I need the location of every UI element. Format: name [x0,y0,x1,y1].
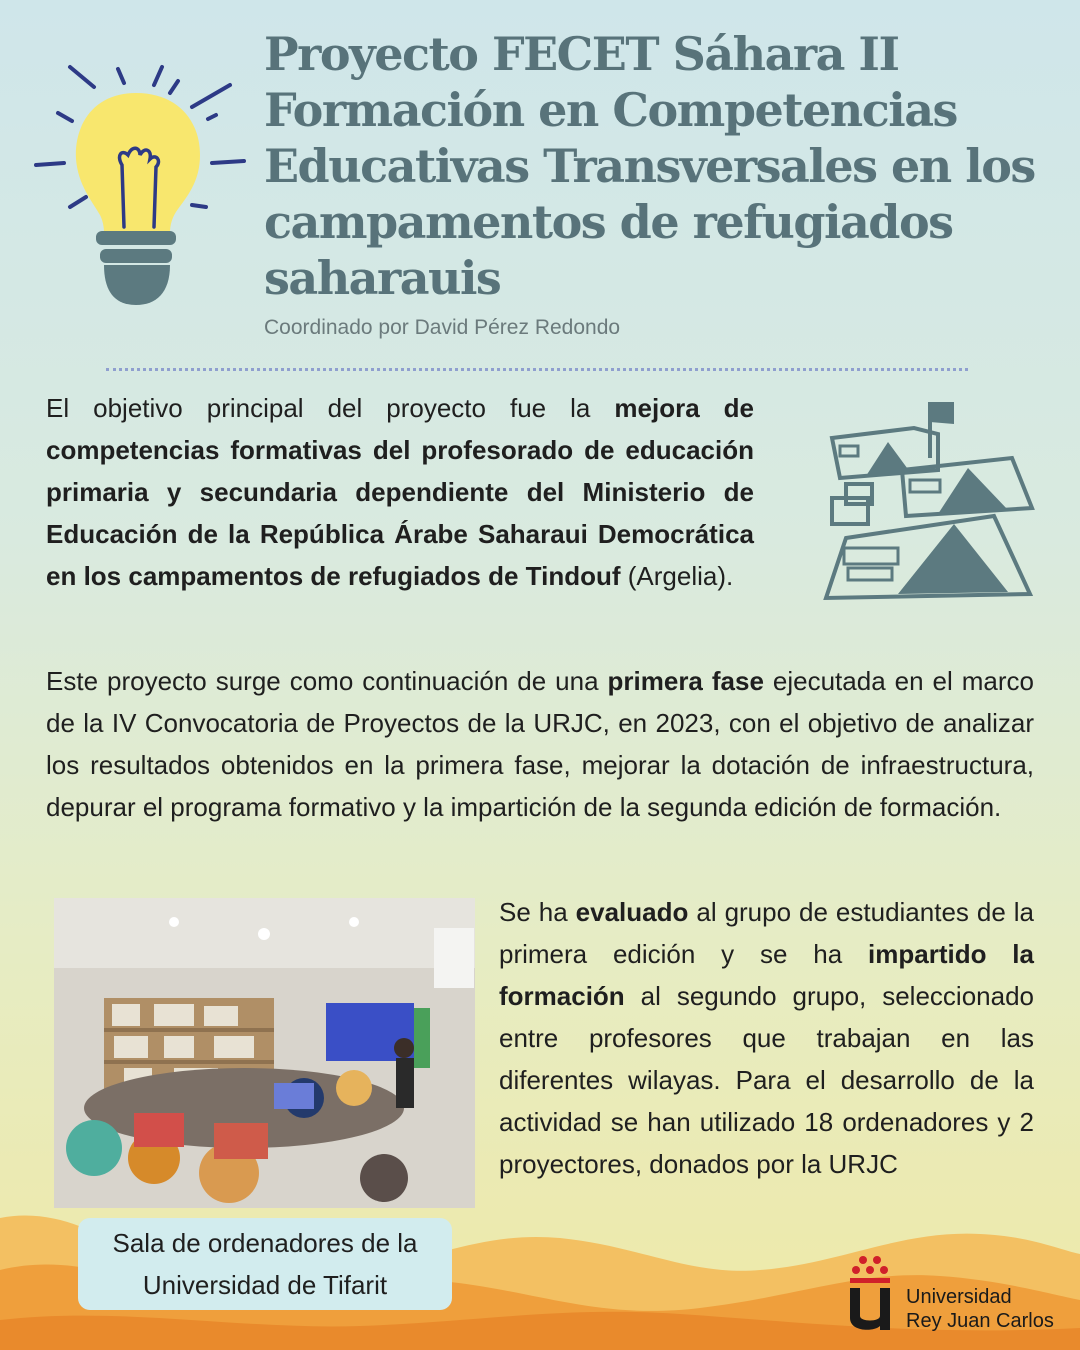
evaluation-text-1: Se ha [499,897,576,927]
university-name-line1: Universidad [906,1286,1012,1308]
phase-bold-text: primera fase [607,666,764,696]
objective-text: El objetivo principal del proyecto fue la [46,393,615,423]
dotted-divider [106,368,968,371]
phase-text: Este proyecto surge como continuación de una [46,666,608,696]
university-name [906,1285,1054,1333]
objective-bold-text: mejora de competencias formativas del profesorado de educación primaria y secundaria dependiente del Ministerio de Educación de la República Árabe Saharaui Democrática en los campamentos de refugiados de Tindouf [46,393,754,591]
refugee-tents-icon [818,398,1038,608]
evaluation-bold-2: impartido la formación [499,939,1034,1011]
coordinator-subtitle: Coordinado por David Pérez Redondo [264,316,621,339]
phase-paragraph [46,660,1034,828]
university-name-line2: Rey Juan Carlos [906,1310,1054,1332]
lightbulb-icon [30,55,250,315]
evaluation-text-3: al segundo grupo, seleccionado entre profesores que trabajan en las diferentes wilayas. Para el desarrollo de la actividad se han utilizado 18 ordenadores y 2 proyectores, donados por la URJC [499,981,1034,1179]
objective-end-text: (Argelia). [620,561,734,591]
objective-paragraph [46,387,754,597]
urjc-logo-icon [846,1254,896,1334]
evaluation-bold-1: evaluado [575,897,689,927]
evaluation-text-2: al grupo de estudiantes de la primera edición y se ha [499,897,1035,969]
page-title: Proyecto FECET Sáhara II Formación en Competencias Educativas Transversales en los campamentos de refugiados saharauis [264,27,1035,305]
classroom-photo [54,898,475,1208]
evaluation-paragraph [499,891,1034,1185]
classroom-illustration [54,898,475,1208]
photo-caption: Sala de ordenadores de la Universidad de Tifarit [78,1218,452,1310]
phase-end-text: ejecutada en el marco de la IV Convocatoria de Proyectos de la URJC, en 2023, con el objetivo de analizar los resultados obtenidos en la primera fase, mejorar la dotación de infraestructura, depurar el programa formativo y la impartición de la segunda edición de formación. [46,666,1034,822]
